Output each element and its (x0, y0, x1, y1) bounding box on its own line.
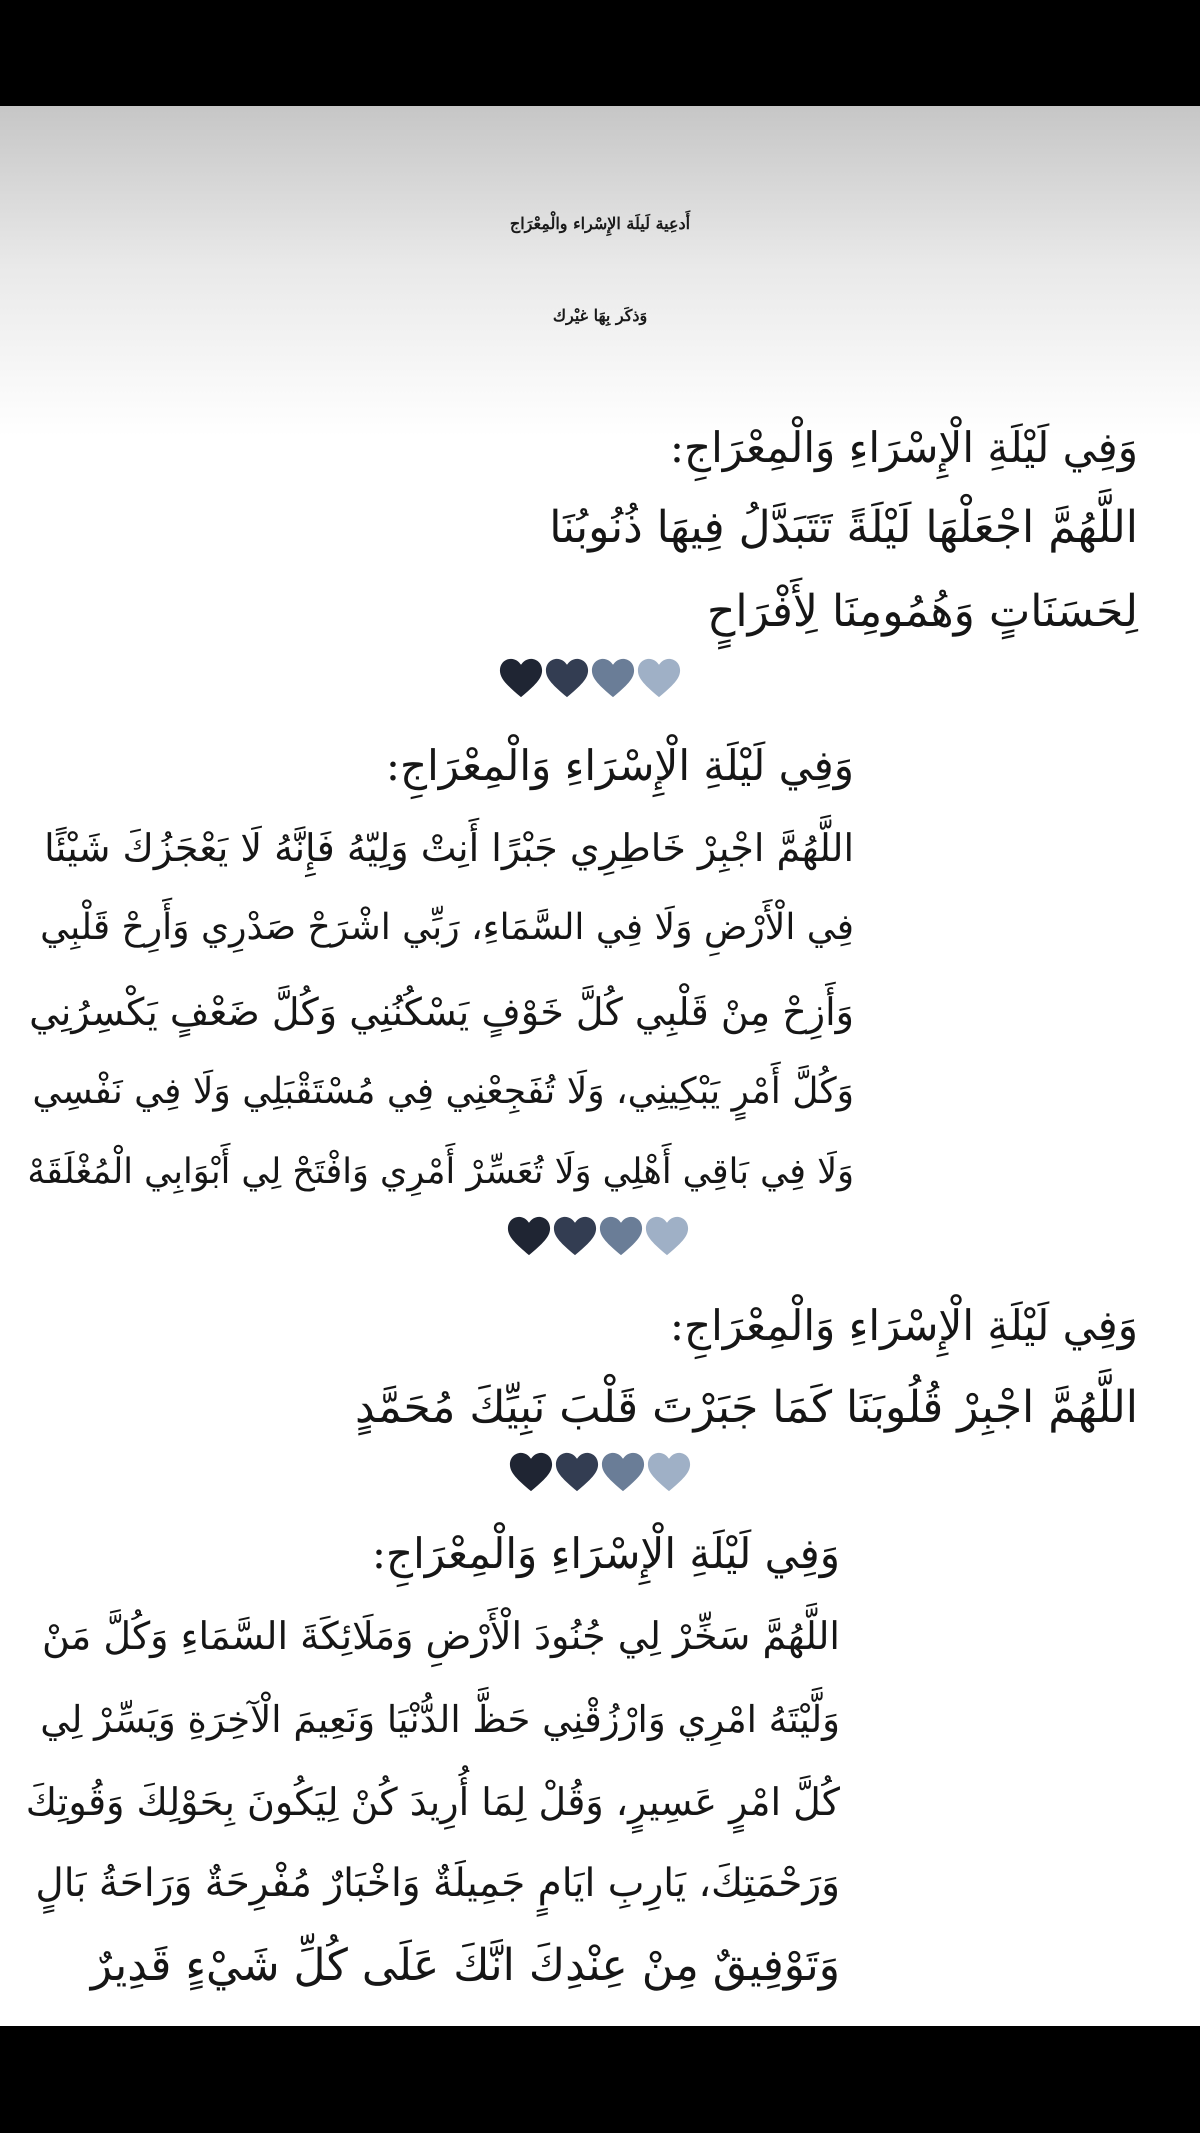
heart-shape (546, 659, 588, 697)
top-black-bar (0, 0, 1200, 106)
heart-icon (554, 1450, 600, 1494)
heart-icon (646, 1450, 692, 1494)
heart-shape (602, 1453, 644, 1491)
heart-shape (508, 1217, 550, 1255)
heart-icon (644, 1214, 690, 1258)
heart-shape (646, 1217, 688, 1255)
section-2-line-3: وَأَزِحْ مِنْ قَلْبِي كُلَّ خَوْفٍ يَسْكُنُنِي وَكُلَّ ضَعْفٍ يَكْسِرُنِي (29, 990, 854, 1034)
heart-icon (636, 656, 682, 700)
heart-shape (648, 1453, 690, 1491)
section-2-line-4: وَكُلَّ أَمْرٍ يَبْكِينِي، وَلَا تُفَجِعْنِي فِي مُسْتَقْبَلِي وَلَا فِي نَفْسِي (32, 1071, 854, 1112)
section-3-line-1: اللَّهُمَّ اجْبِرْ قُلُوبَنَا كَمَا جَبَرْتَ قَلْبَ نَبِيِّكَ مُحَمَّدٍ (354, 1382, 1138, 1433)
section-4-line-3: كُلَّ امْرٍ عَسِيرٍ، وَقُلْ لِمَا أُرِيدَ كُنْ لِيَكُونَ بِحَوْلِكَ وَقُوتِكَ (25, 1780, 840, 1824)
heart-icon (498, 656, 544, 700)
section-1-intro: وَفِي لَيْلَةِ الْإِسْرَاءِ وَالْمِعْرَاجِ: (669, 423, 1138, 472)
heart-icon (506, 1214, 552, 1258)
section-1-line-2: لِحَسَنَاتٍ وَهُمُومِنَا لِأَفْرَاحٍ (706, 586, 1138, 637)
heart-icon (590, 656, 636, 700)
section-2-line-2: فِي الْأَرْضِ وَلَا فِي السَّمَاءِ، رَبِّي اشْرَحْ صَدْرِي وَأَرِحْ قَلْبِي (40, 907, 854, 948)
section-2-line-1: اللَّهُمَّ اجْبِرْ خَاطِرِي جَبْرًا أَنِتْ وَلِيّهُ فَإِنَّهُ لَا يَعْجَزُكَ شَيْئًا (44, 826, 854, 870)
section-2-intro: وَفِي لَيْلَةِ الْإِسْرَاءِ وَالْمِعْرَاجِ: (385, 741, 854, 790)
hearts-separator-1 (498, 656, 682, 708)
heart-icon (600, 1450, 646, 1494)
heart-icon (598, 1214, 644, 1258)
heart-icon (544, 656, 590, 700)
section-4-line-2: وَلَّيْتَهُ امْرِي وَارْزُقْنِي حَظَّ الدُّنْيَا وَنَعِيمَ الْآخِرَةِ وَيَسِّرْ لِي (40, 1698, 840, 1741)
heart-icon (508, 1450, 554, 1494)
section-2-line-5: وَلَا فِي بَاقِي أَهْلِي وَلَا تُعَسِّرْ أَمْرِي وَافْتَحْ لِي أَبْوَابِي الْمُغْلَقَهْ (27, 1152, 854, 1192)
heart-shape (556, 1453, 598, 1491)
heart-shape (600, 1217, 642, 1255)
hearts-separator-2 (506, 1214, 690, 1266)
page-title-line-2: وَذكَر بِهَا غيْرك (552, 306, 648, 325)
section-1-line-1: اللَّهُمَّ اجْعَلْهَا لَيْلَةً تَتَبَدَّلُ فِيهَا ذُنُوبُنَا (549, 502, 1138, 553)
heart-shape (510, 1453, 552, 1491)
section-4-intro: وَفِي لَيْلَةِ الْإِسْرَاءِ وَالْمِعْرَاجِ: (371, 1529, 840, 1578)
heart-icon (552, 1214, 598, 1258)
section-4-line-1: اللَّهُمَّ سَخِّرْ لِي جُنُودَ الْأَرْضِ وَمَلَائِكَةَ السَّمَاءِ وَكُلَّ مَنْ (41, 1614, 840, 1658)
bottom-black-bar (0, 2026, 1200, 2133)
prayer-image (0, 106, 1200, 2026)
section-3-intro: وَفِي لَيْلَةِ الْإِسْرَاءِ وَالْمِعْرَاجِ: (669, 1301, 1138, 1350)
hearts-separator-3 (508, 1450, 692, 1502)
heart-shape (638, 659, 680, 697)
heart-shape (592, 659, 634, 697)
heart-shape (554, 1217, 596, 1255)
section-4-line-5: وَتَوْفِيقٌ مِنْ عِنْدِكَ انَّكَ عَلَى كُلِّ شَيْءٍ قَدِيرٌ (90, 1940, 840, 1991)
heart-shape (500, 659, 542, 697)
section-4-line-4: وَرَحْمَتِكَ، يَارِبِ ايَامٍ جَمِيلَةٌ وَاخْبَارٌ مُفْرِحَةٌ وَرَاحَةُ بَالٍ (35, 1861, 840, 1906)
page-title-line-1: أَدعِية لَيلَة الإِسْراء والْمِعْرَاج (509, 214, 691, 233)
